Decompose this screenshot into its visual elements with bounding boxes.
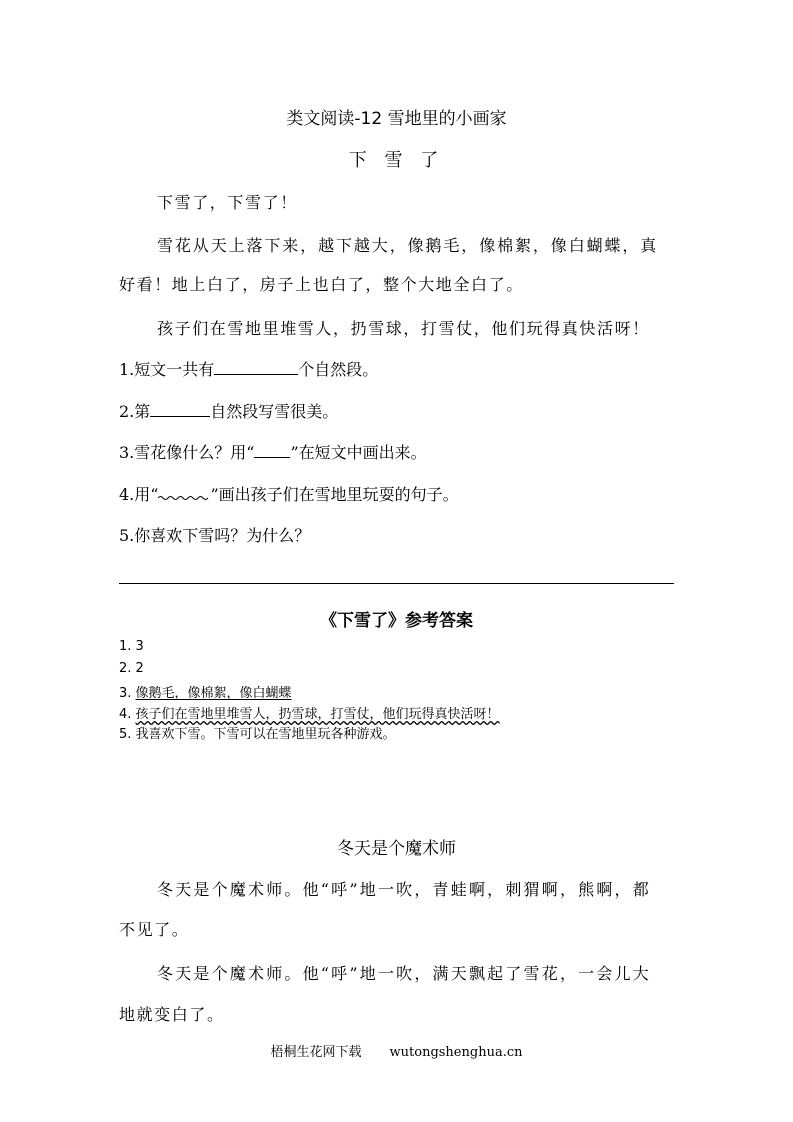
footer-site-url[interactable]: wutongshenghua.cn [389, 1045, 523, 1060]
answers-title: 《下雪了》参考答案 [320, 611, 473, 631]
section-divider [119, 583, 674, 584]
question-1-blank[interactable] [214, 359, 298, 375]
passage2-paragraph-2-line-1: 冬天是个魔术师。他“呼”地一吹，满天飘起了雪花，一会儿大 [157, 964, 651, 983]
document-title: 类文阅读-12 雪地里的小画家 [286, 109, 507, 129]
answer-5: 5. 我喜欢下雪。下雪可以在雪地里玩各种游戏。 [119, 727, 396, 742]
passage2-paragraph-1-line-1: 冬天是个魔术师。他“呼”地一吹，青蛙啊，刺猬啊，熊啊，都 [157, 880, 651, 899]
passage-paragraph-1: 下雪了，下雪了！ [157, 193, 298, 212]
footer-site-name: 梧桐生花网下载 [270, 1045, 362, 1060]
answer-4-number: 4. [119, 707, 136, 722]
question-2-blank[interactable] [150, 401, 210, 417]
question-3-prefix: 3.雪花像什么？用“ [119, 443, 255, 462]
passage2-paragraph-2-line-2: 地就变白了。 [119, 1005, 225, 1024]
passage-title-xiaxuele: 下 雪 了 [348, 150, 445, 171]
question-4-suffix: ”画出孩子们在雪地里玩耍的句子。 [210, 485, 459, 504]
answer-3-number: 3. [119, 686, 136, 701]
question-1-suffix: 个自然段。 [298, 360, 379, 379]
passage-paragraph-3: 孩子们在雪地里堆雪人，扔雪球，打雪仗，他们玩得真快活呀！ [157, 319, 650, 338]
question-2-prefix: 2.第 [119, 402, 151, 421]
question-2-suffix: 自然段写雪很美。 [210, 402, 339, 421]
question-4 [119, 482, 459, 505]
question-5: 5.你喜欢下雪吗？为什么？ [119, 526, 311, 545]
wavy-underline-symbol [158, 492, 210, 502]
page-footer [0, 1041, 793, 1060]
answer-3 [119, 682, 292, 701]
answer-4-text: 孩子们在雪地里堆雪人，扔雪球，打雪仗，他们玩得真快活呀！ [135, 707, 500, 722]
answer-2: 2. 2 [119, 661, 144, 676]
passage2-paragraph-1-line-2: 不见了。 [119, 920, 190, 939]
question-1 [119, 357, 378, 380]
answer-3-text: 像鹅毛，像棉絮，像白蝴蝶 [135, 686, 292, 701]
question-3 [119, 440, 427, 463]
passage-paragraph-2-line-1: 雪花从天上落下来，越下越大，像鹅毛，像棉絮，像白蝴蝶，真 [157, 236, 659, 255]
answer-4 [119, 703, 500, 722]
question-1-prefix: 1.短文一共有 [119, 360, 215, 379]
question-3-suffix: ”在短文中画出来。 [290, 443, 427, 462]
answer-1: 1. 3 [119, 639, 144, 654]
question-4-prefix: 4.用“ [119, 485, 159, 504]
passage-title-dongtian: 冬天是个魔术师 [337, 839, 456, 859]
straight-underline-symbol [254, 442, 290, 458]
passage-paragraph-2-line-2: 好看！地上白了，房子上也白了，整个大地全白了。 [119, 275, 524, 294]
question-2 [119, 399, 338, 422]
